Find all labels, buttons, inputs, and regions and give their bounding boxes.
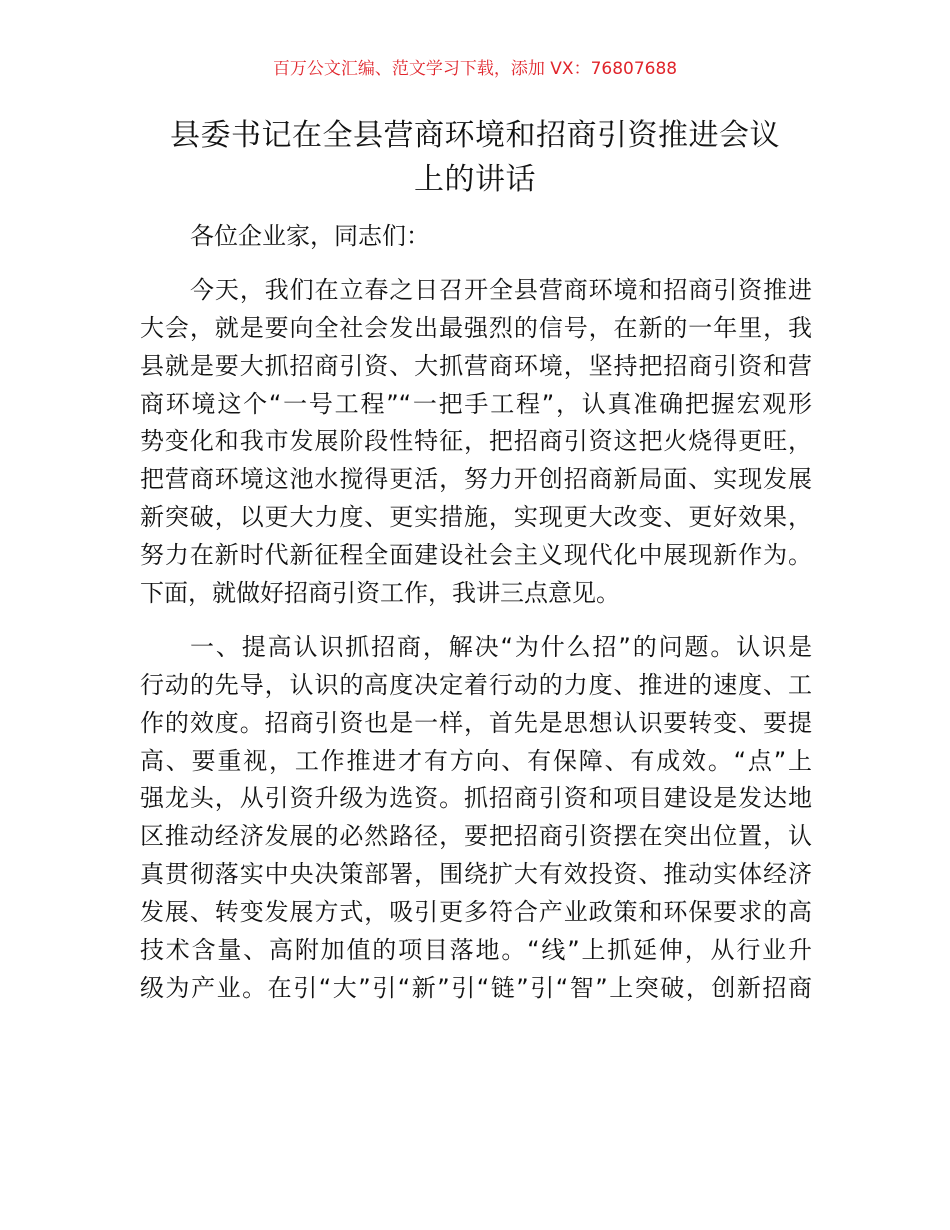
text-line: 级为产业。在引“大”引“新”引“链”引“智”上突破，创新招商 <box>140 973 812 1002</box>
paragraph-intro <box>140 272 812 613</box>
watermark-banner: 百万公文汇编、范文学习下载，添加 VX：76807688 <box>272 59 678 79</box>
salutation: 各位企业家，同志们： <box>190 222 430 250</box>
paragraph-gap <box>140 256 812 272</box>
document-title <box>130 114 820 202</box>
text-line: 高、要重视，工作推进才有方向、有保障、有成效。“点”上 <box>140 746 812 775</box>
text-line: 努力在新时代新征程全面建设社会主义现代化中展现新作为。 <box>140 541 812 570</box>
paragraph-section-one <box>140 629 812 1008</box>
text-line: 行动的先导，认识的高度决定着行动的力度、推进的速度、工 <box>140 670 812 699</box>
text-line: 今天，我们在立春之日召开全县营商环境和招商引资推进 <box>190 275 812 304</box>
text-line: 势变化和我市发展阶段性特征，把招商引资这把火烧得更旺， <box>140 427 812 456</box>
text-line: 下面，就做好招商引资工作，我讲三点意见。 <box>140 579 620 608</box>
paragraph-gap <box>140 613 812 629</box>
document-body <box>140 218 812 1008</box>
text-line: 强龙头，从引资升级为选资。抓招商引资和项目建设是发达地 <box>140 784 812 813</box>
text-line: 技术含量、高附加值的项目落地。“线”上抓延伸，从行业升 <box>140 936 812 965</box>
title-line-1: 县委书记在全县营商环境和招商引资推进会议 <box>170 118 780 153</box>
text-line: 区推动经济发展的必然路径，要把招商引资摆在突出位置，认 <box>140 822 812 851</box>
title-line-2: 上的讲话 <box>414 162 536 197</box>
text-line: 把营商环境这池水搅得更活，努力开创招商新局面、实现发展 <box>140 465 812 494</box>
text-line: 新突破，以更大力度、更实措施，实现更大改变、更好效果， <box>140 503 812 532</box>
section-heading-line: 一、提高认识抓招商，解决“为什么招”的问题。认识是 <box>190 632 812 661</box>
text-line: 大会，就是要向全社会发出最强烈的信号，在新的一年里，我 <box>140 313 812 342</box>
text-line: 商环境这个“一号工程”“一把手工程”，认真准确把握宏观形 <box>140 389 812 418</box>
text-line: 作的效度。招商引资也是一样，首先是思想认识要转变、要提 <box>140 708 812 737</box>
text-line: 县就是要大抓招商引资、大抓营商环境，坚持把招商引资和营 <box>140 351 812 380</box>
text-line: 发展、转变发展方式，吸引更多符合产业政策和环保要求的高 <box>140 898 812 927</box>
text-line: 真贯彻落实中央决策部署，围绕扩大有效投资、推动实体经济 <box>140 860 812 889</box>
